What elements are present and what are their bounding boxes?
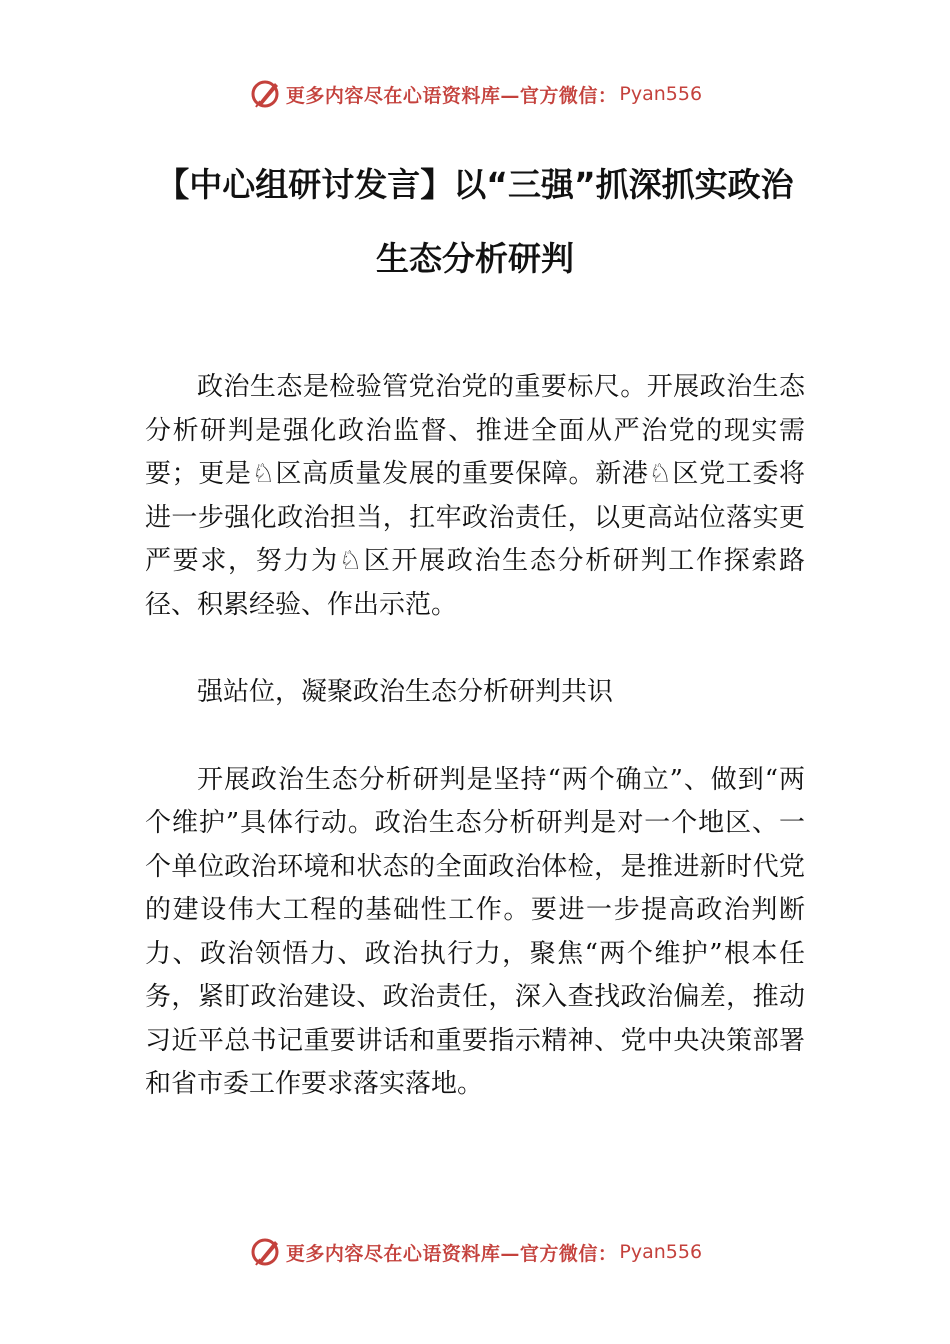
feather-pen-logo-icon: [248, 77, 282, 111]
watermark-wechat-id: Pyan556: [619, 83, 703, 105]
document-body: [145, 366, 805, 1107]
watermark-wechat-id: Pyan556: [619, 1241, 703, 1263]
document-title: 【中心组研讨发言】以“三强”抓深抓实政治生态分析研判: [156, 165, 794, 278]
watermark-text: 更多内容尽在心语资料库—官方微信：: [285, 84, 618, 107]
body-paragraph: 政治生态是检验管党治党的重要标尺。开展政治生态分析研判是强化政治监督、推进全面从严治党的现实需要；更是♘区高质量发展的重要保障。新港♘区党工委将进一步强化政治担当，扛牢政治责任，以更高站位落实更严要求，努力为♘区开展政治生态分析研判工作探索路径、积累经验、作出示范。: [145, 372, 805, 620]
footer-watermark: [0, 1232, 950, 1272]
watermark-text: 更多内容尽在心语资料库—官方微信：: [285, 1242, 618, 1265]
section-heading: 强站位，凝聚政治生态分析研判共识: [197, 677, 614, 707]
feather-pen-logo-icon: [248, 1235, 282, 1269]
header-watermark: [0, 74, 950, 114]
body-paragraph: 开展政治生态分析研判是坚持“两个确立”、做到“两个维护”具体行动。政治生态分析研判是对一个地区、一个单位政治环境和状态的全面政治体检，是推进新时代党的建设伟大工程的基础性工作。要进一步提高政治判断力、政治领悟力、政治执行力，聚焦“两个维护”根本任务，紧盯政治建设、政治责任，深入查找政治偏差，推动习近平总书记重要讲话和重要指示精神、党中央决策部署和省市委工作要求落实落地。: [145, 764, 805, 1099]
